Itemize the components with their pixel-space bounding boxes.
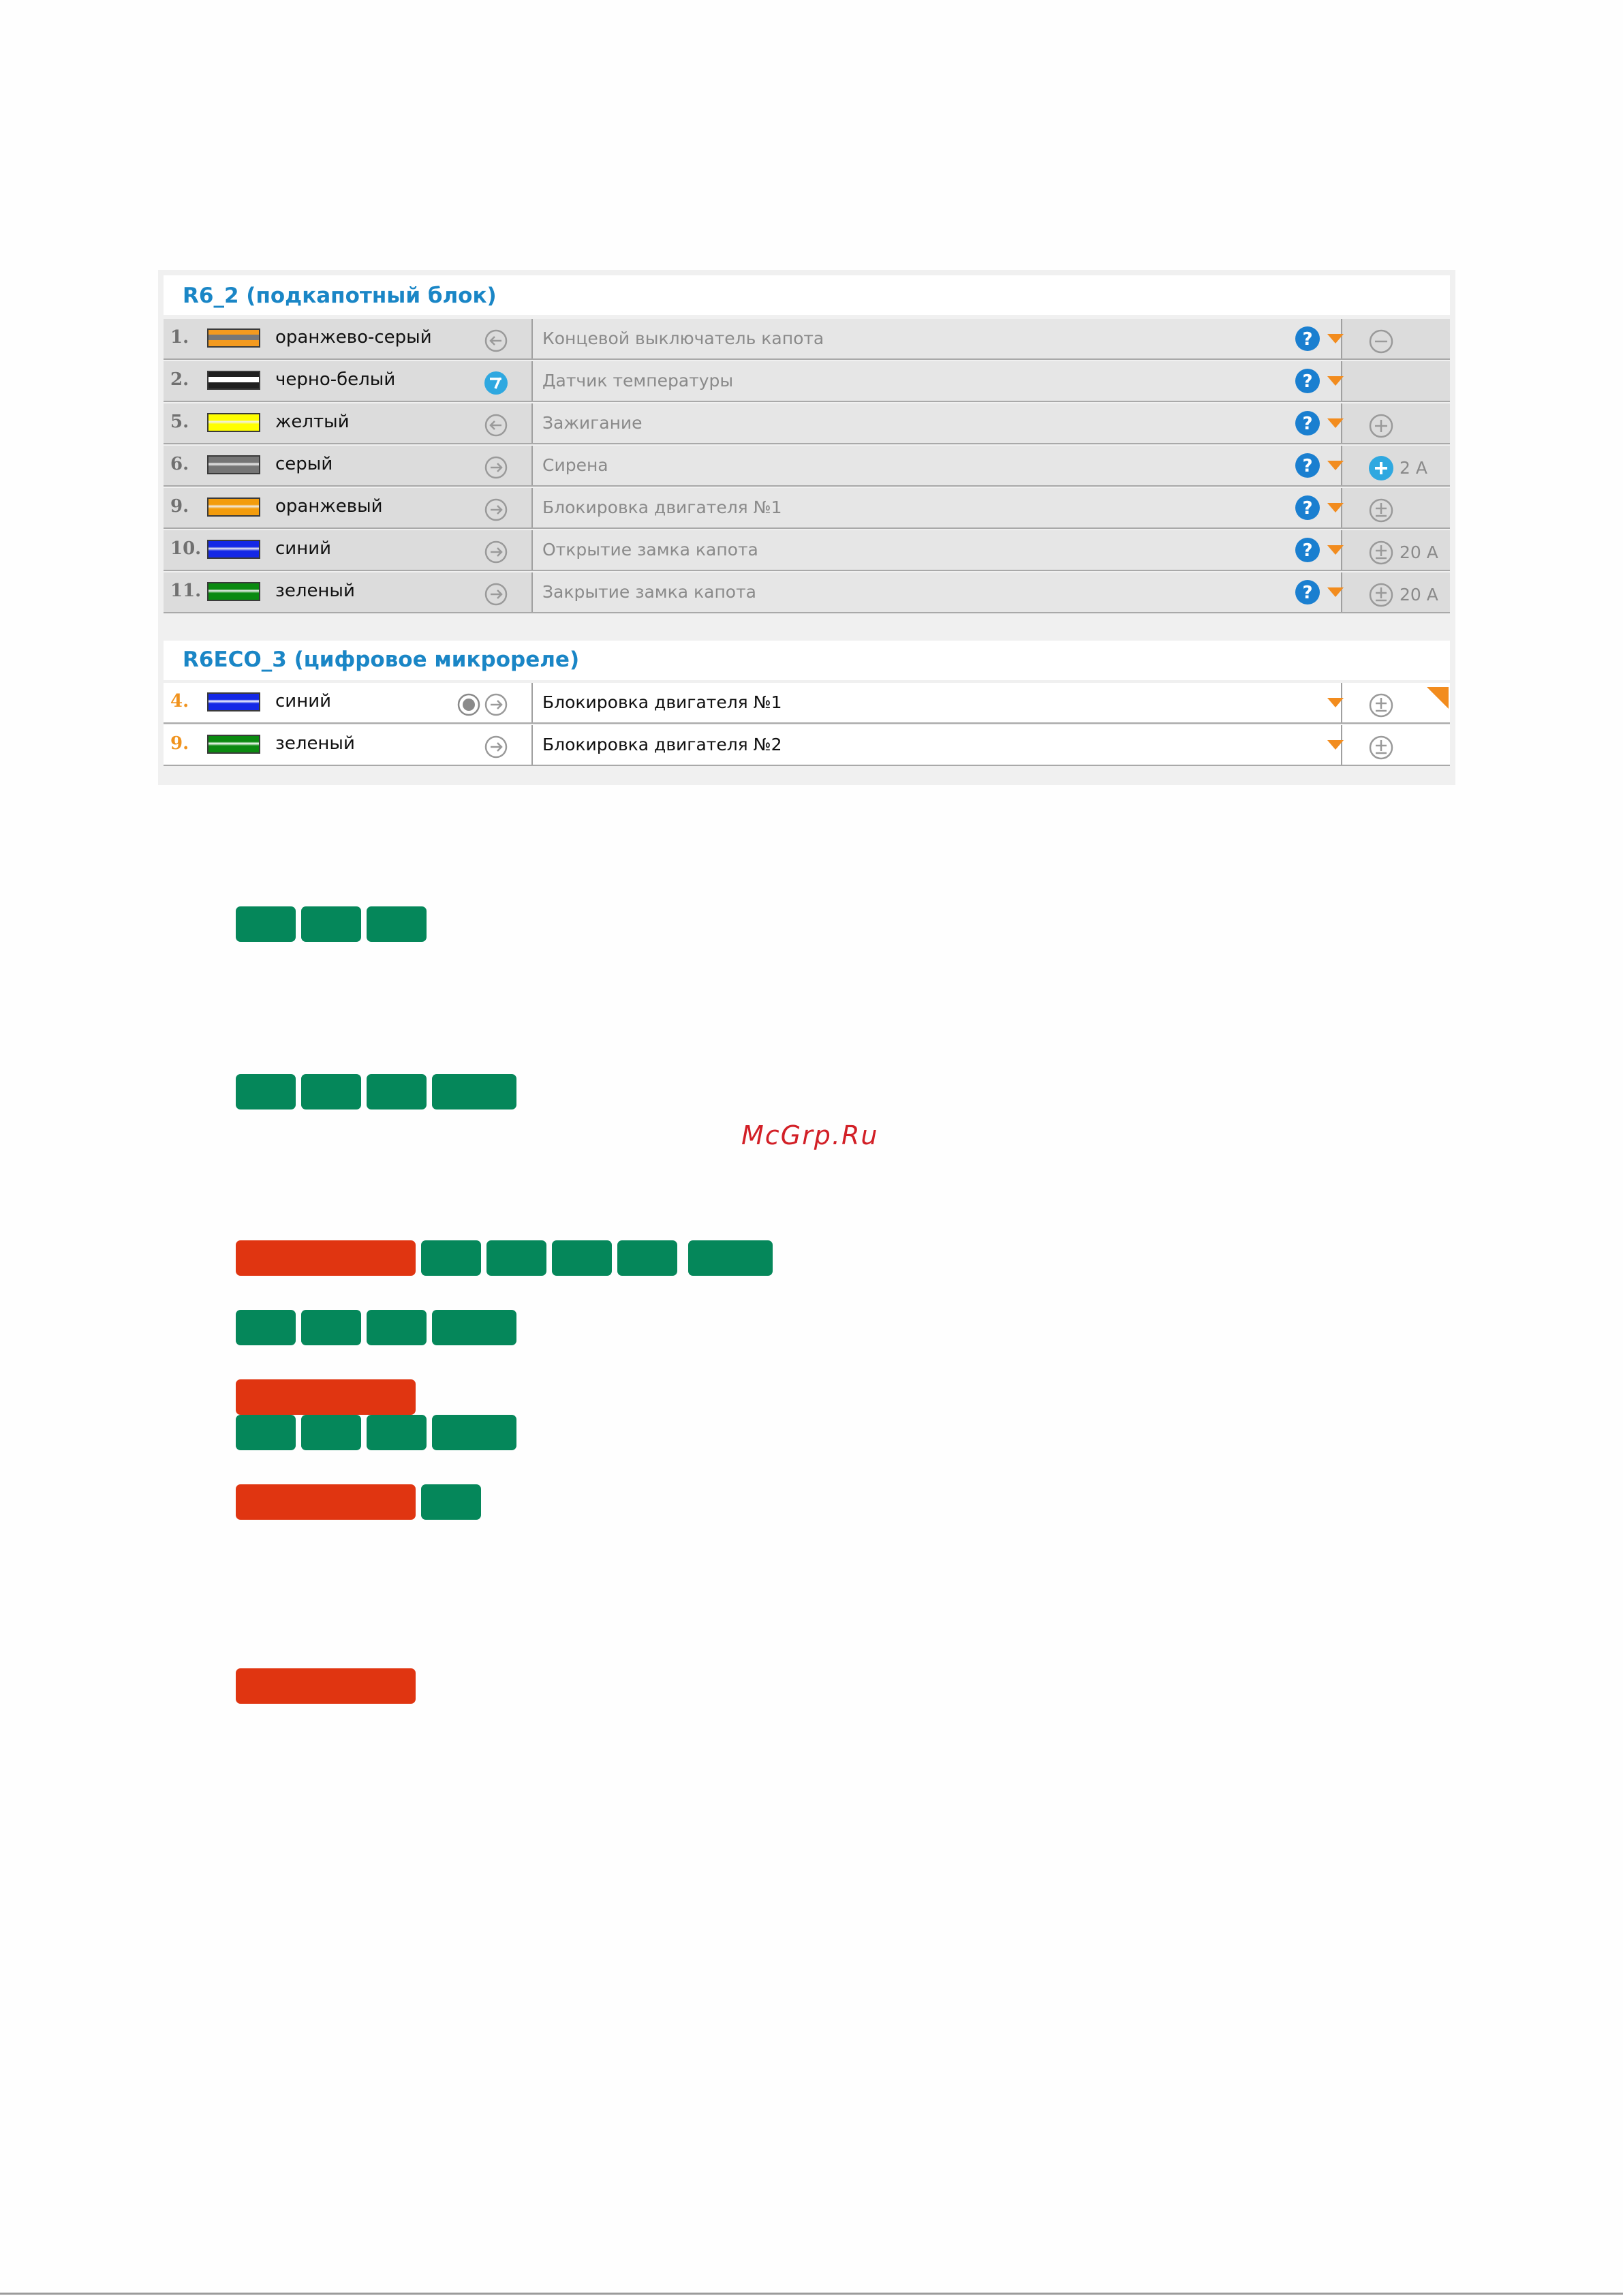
arrow-left-circle-icon[interactable] — [484, 328, 508, 353]
function-value: Зажигание — [542, 413, 643, 433]
green-button[interactable] — [367, 1310, 427, 1345]
svg-text:?: ? — [1302, 498, 1313, 519]
dropdown-caret-icon[interactable] — [1327, 334, 1344, 343]
wire-row — [164, 446, 1450, 487]
green-button[interactable] — [688, 1240, 773, 1276]
extra-option-icon[interactable] — [457, 692, 481, 717]
wire-row — [164, 683, 1450, 724]
function-value: Блокировка двигателя №1 — [542, 498, 782, 517]
svg-text:?: ? — [1302, 329, 1313, 350]
help-icon[interactable] — [1295, 495, 1320, 521]
section-header — [164, 275, 1450, 315]
wire-name: зеленый — [275, 733, 355, 754]
plus-minus-circle-icon[interactable] — [1368, 735, 1394, 761]
pin-number: 10. — [170, 538, 202, 559]
wire-color-swatch — [207, 540, 260, 559]
wire-color-swatch — [207, 498, 260, 517]
arrow-right-circle-icon[interactable] — [484, 498, 508, 522]
arrow-right-circle-icon[interactable] — [484, 735, 508, 759]
arrow-left-circle-icon[interactable] — [484, 413, 508, 438]
dropdown-caret-icon[interactable] — [1327, 587, 1344, 597]
current-rating: 20 A — [1400, 585, 1438, 604]
wire-name: синий — [275, 691, 331, 711]
green-button[interactable] — [432, 1074, 516, 1109]
dropdown-caret-icon[interactable] — [1327, 698, 1344, 707]
green-button[interactable] — [236, 1074, 296, 1109]
function-value: Блокировка двигателя №1 — [542, 692, 782, 712]
dropdown-caret-icon[interactable] — [1327, 545, 1344, 555]
temperature-sensor-icon[interactable] — [484, 371, 508, 395]
function-select[interactable] — [531, 446, 1342, 485]
arrow-right-circle-icon[interactable] — [484, 582, 508, 607]
dropdown-caret-icon[interactable] — [1327, 740, 1344, 750]
dropdown-caret-icon[interactable] — [1327, 503, 1344, 512]
function-select[interactable] — [531, 683, 1342, 722]
wire-color-swatch — [207, 735, 260, 754]
help-icon[interactable] — [1295, 579, 1320, 605]
wire-name: черно-белый — [275, 369, 396, 390]
red-button[interactable] — [236, 1484, 416, 1520]
section-title-r6eco-3: R6ECO_3 (цифровое микрореле) — [183, 647, 580, 672]
green-button[interactable] — [421, 1484, 481, 1520]
wire-color-swatch — [207, 371, 260, 390]
wire-color-swatch — [207, 582, 260, 601]
wire-name: оранжевый — [275, 496, 383, 517]
pin-number: 2. — [170, 369, 189, 390]
function-value: Концевой выключатель капота — [542, 328, 824, 348]
function-value: Сирена — [542, 455, 608, 475]
red-button[interactable] — [236, 1240, 416, 1276]
plus-minus-circle-icon[interactable] — [1368, 582, 1394, 608]
function-select[interactable] — [531, 361, 1342, 401]
pin-number: 11. — [170, 581, 202, 601]
green-button[interactable] — [617, 1240, 677, 1276]
wire-name: оранжево-серый — [275, 327, 432, 348]
minus-circle-icon[interactable] — [1368, 328, 1394, 354]
corner-flag-icon — [1427, 687, 1449, 709]
dropdown-caret-icon[interactable] — [1327, 418, 1344, 428]
function-select[interactable] — [531, 488, 1342, 527]
wire-color-swatch — [207, 328, 260, 348]
function-value: Закрытие замка капота — [542, 582, 756, 602]
green-button[interactable] — [301, 906, 361, 942]
green-button[interactable] — [367, 1074, 427, 1109]
green-button[interactable] — [301, 1310, 361, 1345]
section-title-r6-2: R6_2 (подкапотный блок) — [183, 284, 497, 308]
green-button[interactable] — [552, 1240, 612, 1276]
dropdown-caret-icon[interactable] — [1327, 461, 1344, 470]
wire-row — [164, 403, 1450, 444]
green-button[interactable] — [367, 906, 427, 942]
arrow-right-circle-icon[interactable] — [484, 692, 508, 717]
dropdown-caret-icon[interactable] — [1327, 376, 1344, 386]
pin-number: 9. — [170, 496, 189, 517]
green-button[interactable] — [236, 906, 296, 942]
plus-minus-circle-icon[interactable] — [1368, 540, 1394, 566]
function-value: Открытие замка капота — [542, 540, 758, 560]
wire-color-swatch — [207, 413, 260, 432]
wire-color-swatch — [207, 455, 260, 474]
svg-text:?: ? — [1302, 414, 1313, 434]
function-select[interactable] — [531, 725, 1342, 765]
wire-row — [164, 319, 1450, 360]
green-button[interactable] — [432, 1310, 516, 1345]
plus-circle-icon[interactable] — [1368, 413, 1394, 439]
pin-number: 1. — [170, 327, 189, 348]
function-value: Блокировка двигателя №2 — [542, 735, 782, 754]
function-select[interactable] — [531, 572, 1342, 612]
plus-minus-circle-icon[interactable] — [1368, 498, 1394, 523]
wiring-panel — [158, 270, 1455, 785]
wire-name: зеленый — [275, 581, 355, 601]
green-button[interactable] — [236, 1415, 296, 1450]
red-button[interactable] — [236, 1379, 416, 1415]
green-button[interactable] — [367, 1415, 427, 1450]
green-button[interactable] — [301, 1415, 361, 1450]
wire-color-swatch — [207, 692, 260, 711]
wire-name: желтый — [275, 412, 350, 432]
help-icon[interactable] — [1295, 453, 1320, 478]
watermark: McGrp.Ru — [741, 1120, 879, 1150]
current-rating: 2 A — [1400, 458, 1427, 478]
wire-name: серый — [275, 454, 333, 474]
green-button[interactable] — [432, 1415, 516, 1450]
green-button[interactable] — [486, 1240, 546, 1276]
help-icon[interactable] — [1295, 537, 1320, 563]
red-button[interactable] — [236, 1668, 416, 1704]
current-rating: 20 A — [1400, 542, 1438, 562]
wire-row — [164, 725, 1450, 766]
function-select[interactable] — [531, 403, 1342, 443]
pin-number: 9. — [170, 733, 189, 754]
wire-row — [164, 530, 1450, 571]
green-button[interactable] — [421, 1240, 481, 1276]
wire-row — [164, 488, 1450, 529]
help-icon[interactable] — [1295, 410, 1320, 436]
svg-text:?: ? — [1302, 540, 1313, 561]
svg-text:?: ? — [1302, 456, 1313, 476]
wire-name: синий — [275, 538, 331, 559]
pin-number: 5. — [170, 412, 189, 432]
function-select[interactable] — [531, 319, 1342, 358]
svg-text:?: ? — [1302, 583, 1313, 603]
wire-row — [164, 572, 1450, 613]
section-header — [164, 641, 1450, 680]
pin-number: 4. — [170, 691, 189, 711]
function-value: Датчик температуры — [542, 371, 734, 391]
page-bottom-line — [0, 2293, 1623, 2295]
arrow-right-circle-icon[interactable] — [484, 455, 508, 480]
svg-text:?: ? — [1302, 371, 1313, 392]
wire-row — [164, 361, 1450, 402]
arrow-right-circle-icon[interactable] — [484, 540, 508, 564]
plus-active-icon[interactable] — [1368, 455, 1394, 481]
help-icon[interactable] — [1295, 326, 1320, 352]
plus-minus-circle-icon[interactable] — [1368, 692, 1394, 718]
green-button[interactable] — [301, 1074, 361, 1109]
help-icon[interactable] — [1295, 368, 1320, 394]
green-button[interactable] — [236, 1310, 296, 1345]
pin-number: 6. — [170, 454, 189, 474]
function-select[interactable] — [531, 530, 1342, 570]
